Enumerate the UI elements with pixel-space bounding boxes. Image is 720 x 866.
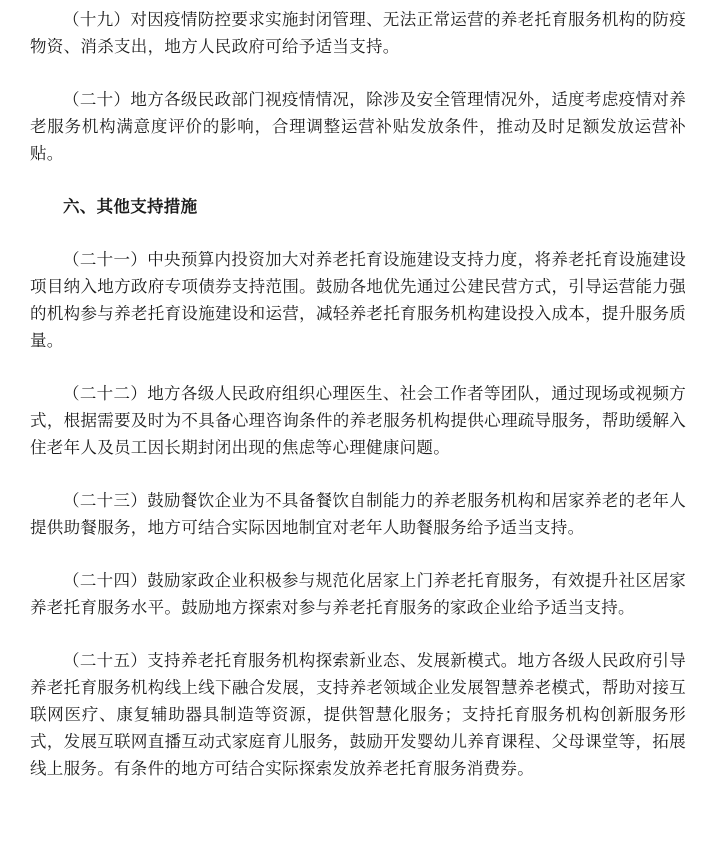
paragraph-22: （二十二）地方各级人民政府组织心理医生、社会工作者等团队，通过现场或视频方式，根据需要及时为不具备心理咨询条件的养老服务机构提供心理疏导服务，帮助缓解入住老年人及员工因长期封闭出现的焦虑等心理健康问题。	[30, 384, 686, 457]
paragraph-19: （十九）对因疫情防控要求实施封闭管理、无法正常运营的养老托育服务机构的防疫物资、消杀支出，地方人民政府可给予适当支持。	[30, 10, 686, 56]
paragraph-20: （二十）地方各级民政部门视疫情情况，除涉及安全管理情况外，适度考虑疫情对养老服务机构满意度评价的影响，合理调整运营补贴发放条件，推动及时足额发放运营补贴。	[30, 90, 686, 163]
paragraph-23: （二十三）鼓励餐饮企业为不具备餐饮自制能力的养老服务机构和居家养老的老年人提供助餐服务，地方可结合实际因地制宜对老年人助餐服务给予适当支持。	[30, 491, 686, 537]
section-heading: 六、其他支持措施	[63, 197, 198, 216]
paragraph-24: （二十四）鼓励家政企业积极参与规范化居家上门养老托育服务，有效提升社区居家养老托育服务水平。鼓励地方探索对参与养老托育服务的家政企业给予适当支持。	[30, 571, 686, 617]
document-body	[30, 6, 686, 782]
paragraph-25: （二十五）支持养老托育服务机构探索新业态、发展新模式。地方各级人民政府引导养老托育服务机构线上线下融合发展，支持养老领域企业发展智慧养老模式，帮助对接互联网医疗、康复辅助器具制造等资源，提供智慧化服务；支持托育服务机构创新服务形式，发展互联网直播互动式家庭育儿服务，鼓励开发婴幼儿养育课程、父母课堂等，拓展线上服务。有条件的地方可结合实际探索发放养老托育服务消费券。	[30, 651, 686, 778]
paragraph-21: （二十一）中央预算内投资加大对养老托育设施建设支持力度，将养老托育设施建设项目纳入地方政府专项债券支持范围。鼓励各地优先通过公建民营方式，引导运营能力强的机构参与养老托育设施建设和运营，减轻养老托育服务机构建设投入成本，提升服务质量。	[30, 250, 686, 350]
